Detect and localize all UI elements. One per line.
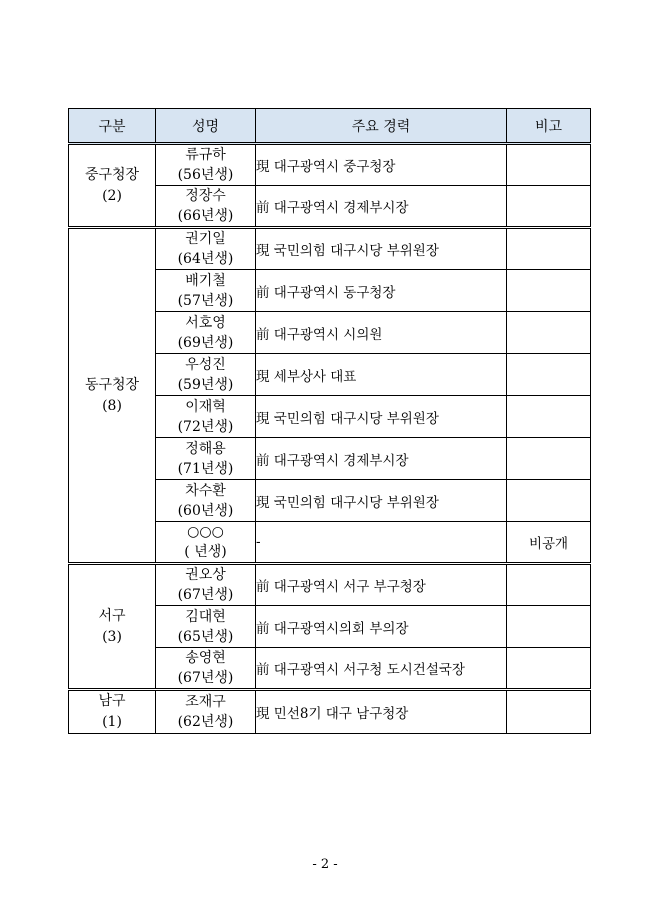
candidate-birth: (56년생) [177,167,234,183]
header-career: 주요 경력 [256,109,507,144]
candidate-name: 정장수 [185,188,226,204]
note-cell [507,690,591,734]
header-name: 성명 [156,109,256,144]
career-cell: 現 민선8기 대구 남구청장 [256,690,507,734]
candidate-name: 서호영 [185,314,226,331]
candidate-name: ○○○ [187,524,224,540]
candidate-name: 조재구 [185,694,226,710]
name-cell [156,228,256,270]
note-cell [507,648,591,690]
name-cell [156,312,256,354]
region-label: 중구청장 [84,166,140,183]
candidate-birth: (57년생) [177,292,234,309]
career-cell: 現 대구광역시 중구청장 [256,144,507,186]
career-cell: 現 국민의힘 대구시당 부위원장 [256,396,507,438]
header-region: 구분 [69,109,156,144]
page-number: - 2 - [312,857,338,872]
career-cell: 前 대구광역시 서구 부구청장 [256,564,507,606]
candidate-birth: (62년생) [177,714,234,730]
name-cell [156,270,256,312]
region-count: (2) [102,187,122,204]
note-cell [507,564,591,606]
region-cell [69,690,156,734]
candidate-table [68,108,591,734]
table-row [69,564,591,606]
candidate-name: 송영현 [185,650,226,666]
region-cell [69,564,156,690]
note-cell [507,438,591,480]
note-cell: 비공개 [507,522,591,564]
note-cell [507,396,591,438]
career-cell: 前 대구광역시 서구청 도시건설국장 [256,648,507,690]
candidate-birth: (69년생) [177,334,234,351]
name-cell [156,480,256,522]
name-cell [156,186,256,228]
note-cell [507,606,591,648]
candidate-birth: (67년생) [177,670,234,686]
name-cell [156,522,256,564]
region-cell [69,228,156,564]
region-label: 남구 [98,693,126,709]
name-cell [156,438,256,480]
region-label: 서구 [98,607,126,624]
name-cell [156,606,256,648]
candidate-name: 정해용 [185,440,226,457]
career-cell: 現 국민의힘 대구시당 부위원장 [256,228,507,270]
table-row [69,690,591,734]
candidate-birth: (65년생) [177,628,234,645]
region-count: (3) [102,628,122,645]
candidate-name: 우성진 [185,356,226,373]
note-cell [507,354,591,396]
candidate-name: 류규하 [185,147,226,163]
region-count: (8) [102,397,122,414]
table-header-row [69,109,591,144]
career-cell: 前 대구광역시의회 부의장 [256,606,507,648]
table-row [69,228,591,270]
note-cell [507,186,591,228]
region-count: (1) [102,714,122,730]
note-cell [507,480,591,522]
career-cell: 現 국민의힘 대구시당 부위원장 [256,480,507,522]
career-cell: - [256,522,507,564]
candidate-birth: (64년생) [177,251,234,267]
name-cell [156,396,256,438]
candidate-name: 차수환 [185,482,226,499]
name-cell [156,354,256,396]
name-cell [156,648,256,690]
header-note: 비고 [507,109,591,144]
candidate-name: 권기일 [185,231,226,247]
region-label: 동구청장 [84,376,140,393]
candidate-birth: (67년생) [177,587,234,603]
candidate-name: 권오상 [185,567,226,583]
region-cell [69,144,156,228]
career-cell: 前 대구광역시 시의원 [256,312,507,354]
note-cell [507,270,591,312]
candidate-birth: (72년생) [177,418,234,435]
name-cell [156,690,256,734]
table-row [69,144,591,186]
career-cell: 現 세부상사 대표 [256,354,507,396]
note-cell [507,144,591,186]
career-cell: 前 대구광역시 경제부시장 [256,186,507,228]
career-cell: 前 대구광역시 동구청장 [256,270,507,312]
candidate-name: 김대현 [185,608,226,625]
candidate-birth: (60년생) [177,502,234,519]
candidate-birth: ( 년생) [184,544,227,560]
candidate-birth: (71년생) [177,460,234,477]
career-cell: 前 대구광역시 경제부시장 [256,438,507,480]
candidate-birth: (59년생) [177,376,234,393]
name-cell [156,564,256,606]
candidate-name: 배기철 [185,272,226,289]
note-cell [507,228,591,270]
candidate-name: 이재혁 [185,398,226,415]
note-cell [507,312,591,354]
name-cell [156,144,256,186]
candidate-birth: (66년생) [177,208,234,224]
